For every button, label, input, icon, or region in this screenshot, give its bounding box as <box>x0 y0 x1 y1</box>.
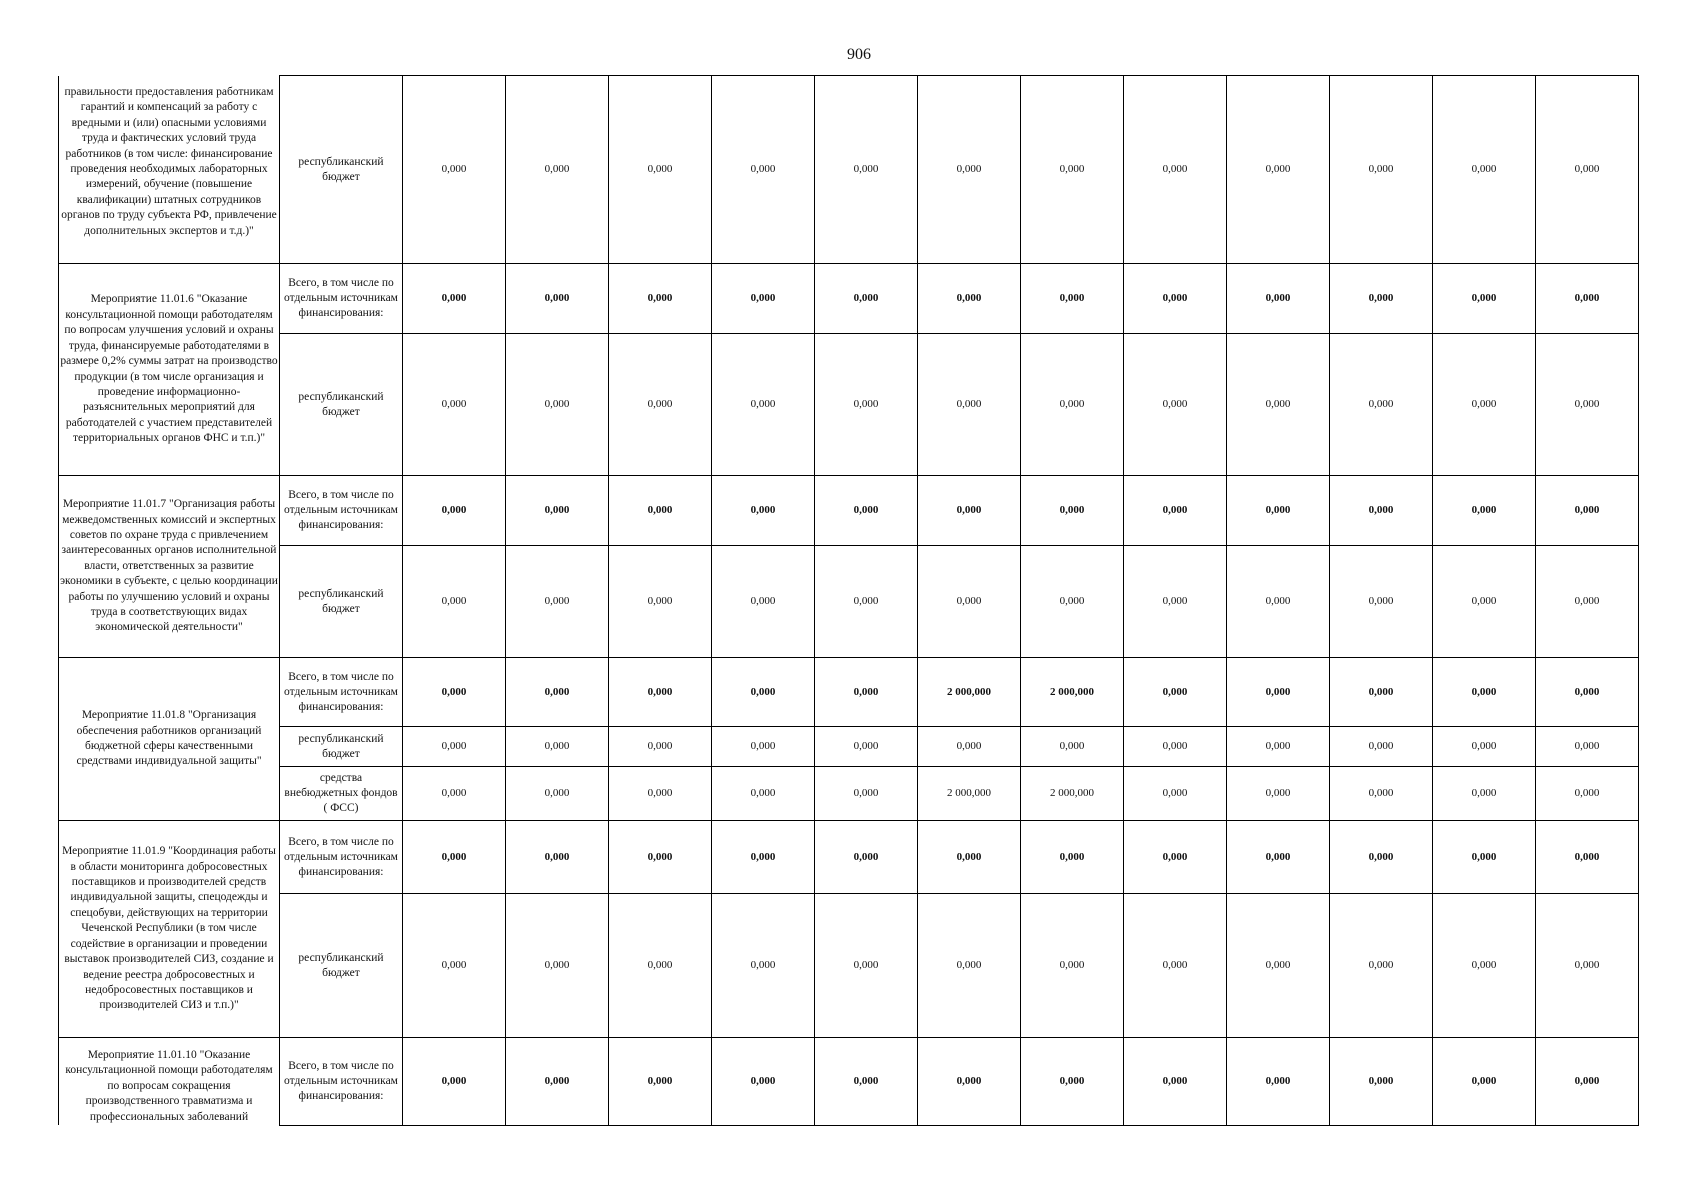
value-cell: 0,000 <box>815 76 918 264</box>
value-cell: 0,000 <box>1433 264 1536 334</box>
value-cell: 0,000 <box>1227 1038 1330 1126</box>
value-cell: 0,000 <box>1536 727 1639 767</box>
value-cell: 0,000 <box>815 476 918 546</box>
value-cell: 0,000 <box>815 658 918 727</box>
measure-description: Мероприятие 11.01.9 "Координация работы в области мониторинга добросовестных поставщиков и производителей средств индивидуальной защиты, спецодежды и спецобуви, действующих на территории Чеченской Республики (в том числе содействие в организации и проведении выставок производителей СИЗ, создание и ведение реестра добросовестных и недобросовестных поставщиков и производителей СИЗ и т.п.)" <box>59 821 280 1038</box>
value-cell: 0,000 <box>609 76 712 264</box>
value-cell: 0,000 <box>506 1038 609 1126</box>
value-cell: 0,000 <box>1536 476 1639 546</box>
value-cell: 0,000 <box>1021 546 1124 658</box>
value-cell: 2 000,000 <box>1021 658 1124 727</box>
value-cell: 0,000 <box>609 658 712 727</box>
value-cell: 0,000 <box>1330 821 1433 894</box>
value-cell: 0,000 <box>1536 1038 1639 1126</box>
value-cell: 0,000 <box>712 894 815 1038</box>
table-row <box>59 658 1639 727</box>
value-cell: 0,000 <box>403 334 506 476</box>
value-cell: 0,000 <box>1536 76 1639 264</box>
value-cell: 0,000 <box>1021 264 1124 334</box>
table-row <box>59 76 1639 264</box>
funding-source: Всего, в том числе по отдельным источникам финансирования: <box>280 658 403 727</box>
value-cell: 0,000 <box>506 894 609 1038</box>
value-cell: 0,000 <box>403 76 506 264</box>
funding-source: Всего, в том числе по отдельным источникам финансирования: <box>280 1038 403 1126</box>
page-number: 906 <box>847 46 871 63</box>
value-cell: 0,000 <box>918 546 1021 658</box>
value-cell: 0,000 <box>918 76 1021 264</box>
value-cell: 0,000 <box>918 334 1021 476</box>
value-cell: 0,000 <box>1227 727 1330 767</box>
funding-source: республиканский бюджет <box>280 76 403 264</box>
value-cell: 0,000 <box>1227 476 1330 546</box>
value-cell: 0,000 <box>918 894 1021 1038</box>
value-cell: 0,000 <box>712 264 815 334</box>
value-cell: 0,000 <box>609 821 712 894</box>
value-cell: 0,000 <box>712 1038 815 1126</box>
value-cell: 0,000 <box>1433 476 1536 546</box>
value-cell: 0,000 <box>1433 1038 1536 1126</box>
value-cell: 0,000 <box>1227 76 1330 264</box>
value-cell: 0,000 <box>1330 476 1433 546</box>
value-cell: 0,000 <box>1433 76 1536 264</box>
value-cell: 0,000 <box>1536 894 1639 1038</box>
value-cell: 0,000 <box>815 1038 918 1126</box>
value-cell: 0,000 <box>403 894 506 1038</box>
value-cell: 0,000 <box>609 1038 712 1126</box>
value-cell: 2 000,000 <box>1021 767 1124 821</box>
value-cell: 0,000 <box>506 658 609 727</box>
value-cell: 0,000 <box>1021 894 1124 1038</box>
funding-source: Всего, в том числе по отдельным источникам финансирования: <box>280 264 403 334</box>
value-cell: 0,000 <box>1330 334 1433 476</box>
value-cell: 0,000 <box>815 264 918 334</box>
value-cell: 0,000 <box>1124 476 1227 546</box>
value-cell: 0,000 <box>815 894 918 1038</box>
value-cell: 0,000 <box>815 546 918 658</box>
value-cell: 0,000 <box>815 821 918 894</box>
value-cell: 0,000 <box>506 727 609 767</box>
value-cell: 0,000 <box>1227 658 1330 727</box>
value-cell: 0,000 <box>1330 546 1433 658</box>
value-cell: 0,000 <box>1536 264 1639 334</box>
financing-table-body <box>59 76 1639 1126</box>
value-cell: 0,000 <box>609 767 712 821</box>
value-cell: 0,000 <box>1021 476 1124 546</box>
value-cell: 0,000 <box>1021 334 1124 476</box>
value-cell: 0,000 <box>1124 658 1227 727</box>
measure-description: Мероприятие 11.01.6 "Оказание консультационной помощи работодателям по вопросам улучшения условий и охраны труда, финансируемые работодателями в размере 0,2% суммы затрат на производство продукции (в том числе организация и проведение информационно-разъяснительных мероприятий для работодателей с участием представителей территориальных органов ФНС и т.п.)" <box>59 264 280 476</box>
value-cell: 0,000 <box>712 727 815 767</box>
funding-source: республиканский бюджет <box>280 727 403 767</box>
value-cell: 0,000 <box>1227 821 1330 894</box>
value-cell: 0,000 <box>712 658 815 727</box>
value-cell: 0,000 <box>1536 334 1639 476</box>
value-cell: 0,000 <box>609 264 712 334</box>
value-cell: 0,000 <box>1227 264 1330 334</box>
value-cell: 0,000 <box>1124 546 1227 658</box>
value-cell: 0,000 <box>1536 767 1639 821</box>
value-cell: 0,000 <box>1330 76 1433 264</box>
financing-table <box>58 75 1639 1126</box>
value-cell: 0,000 <box>1433 727 1536 767</box>
value-cell: 0,000 <box>1227 334 1330 476</box>
value-cell: 0,000 <box>1021 1038 1124 1126</box>
value-cell: 0,000 <box>506 546 609 658</box>
value-cell: 0,000 <box>609 476 712 546</box>
value-cell: 0,000 <box>815 727 918 767</box>
value-cell: 0,000 <box>712 334 815 476</box>
value-cell: 0,000 <box>1227 767 1330 821</box>
value-cell: 0,000 <box>1330 767 1433 821</box>
table-row <box>59 264 1639 334</box>
value-cell: 0,000 <box>712 821 815 894</box>
value-cell: 0,000 <box>609 727 712 767</box>
value-cell: 0,000 <box>609 334 712 476</box>
value-cell: 0,000 <box>403 1038 506 1126</box>
value-cell: 0,000 <box>918 821 1021 894</box>
value-cell: 0,000 <box>506 334 609 476</box>
value-cell: 0,000 <box>403 658 506 727</box>
value-cell: 0,000 <box>1330 264 1433 334</box>
value-cell: 0,000 <box>403 546 506 658</box>
funding-source: республиканский бюджет <box>280 546 403 658</box>
funding-source: Всего, в том числе по отдельным источникам финансирования: <box>280 476 403 546</box>
value-cell: 0,000 <box>1433 658 1536 727</box>
value-cell: 0,000 <box>918 727 1021 767</box>
table-row <box>59 767 1639 821</box>
value-cell: 0,000 <box>1433 334 1536 476</box>
value-cell: 0,000 <box>918 264 1021 334</box>
value-cell: 0,000 <box>1124 767 1227 821</box>
value-cell: 0,000 <box>1124 727 1227 767</box>
value-cell: 0,000 <box>1330 658 1433 727</box>
value-cell: 0,000 <box>1227 546 1330 658</box>
value-cell: 0,000 <box>1330 727 1433 767</box>
value-cell: 0,000 <box>1124 334 1227 476</box>
value-cell: 0,000 <box>1124 76 1227 264</box>
table-row <box>59 476 1639 546</box>
value-cell: 0,000 <box>1124 1038 1227 1126</box>
value-cell: 0,000 <box>506 767 609 821</box>
value-cell: 0,000 <box>815 767 918 821</box>
value-cell: 0,000 <box>1536 821 1639 894</box>
table-row <box>59 727 1639 767</box>
funding-source: средства внебюджетных фондов ( ФСС) <box>280 767 403 821</box>
value-cell: 0,000 <box>1021 76 1124 264</box>
value-cell: 0,000 <box>403 264 506 334</box>
value-cell: 0,000 <box>712 767 815 821</box>
value-cell: 0,000 <box>712 476 815 546</box>
value-cell: 0,000 <box>403 767 506 821</box>
measure-description: Мероприятие 11.01.8 "Организация обеспечения работников организаций бюджетной сферы качественными средствами индивидуальной защиты" <box>59 658 280 821</box>
table-row <box>59 894 1639 1038</box>
value-cell: 0,000 <box>609 546 712 658</box>
value-cell: 0,000 <box>506 476 609 546</box>
value-cell: 0,000 <box>609 894 712 1038</box>
value-cell: 0,000 <box>403 476 506 546</box>
value-cell: 0,000 <box>712 76 815 264</box>
value-cell: 0,000 <box>1021 727 1124 767</box>
value-cell: 0,000 <box>1124 264 1227 334</box>
value-cell: 0,000 <box>1330 1038 1433 1126</box>
value-cell: 0,000 <box>1433 546 1536 658</box>
table-row <box>59 546 1639 658</box>
value-cell: 0,000 <box>1021 821 1124 894</box>
value-cell: 0,000 <box>403 727 506 767</box>
table-row <box>59 334 1639 476</box>
value-cell: 2 000,000 <box>918 658 1021 727</box>
funding-source: Всего, в том числе по отдельным источникам финансирования: <box>280 821 403 894</box>
value-cell: 0,000 <box>1330 894 1433 1038</box>
measure-description: Мероприятие 11.01.10 "Оказание консультационной помощи работодателям по вопросам сокращения производственного травматизма и профессиональных заболеваний <box>59 1038 280 1126</box>
table-row <box>59 821 1639 894</box>
value-cell: 0,000 <box>506 821 609 894</box>
value-cell: 2 000,000 <box>918 767 1021 821</box>
value-cell: 0,000 <box>1536 658 1639 727</box>
value-cell: 0,000 <box>918 1038 1021 1126</box>
value-cell: 0,000 <box>1433 767 1536 821</box>
measure-description: правильности предоставления работникам гарантий и компенсаций за работу с вредными и (или) опасными условиями труда и фактических условий труда работников (в том числе: финансирование проведения необходимых лабораторных измерений, обучение (повышение квалификации) штатных сотрудников органов по труду субъекта РФ, привлечение дополнительных экспертов и т.д.)" <box>59 76 280 264</box>
value-cell: 0,000 <box>1433 821 1536 894</box>
value-cell: 0,000 <box>1536 546 1639 658</box>
value-cell: 0,000 <box>815 334 918 476</box>
value-cell: 0,000 <box>918 476 1021 546</box>
funding-source: республиканский бюджет <box>280 894 403 1038</box>
funding-source: республиканский бюджет <box>280 334 403 476</box>
value-cell: 0,000 <box>506 264 609 334</box>
financing-table-container <box>58 75 1639 1126</box>
value-cell: 0,000 <box>506 76 609 264</box>
value-cell: 0,000 <box>1124 894 1227 1038</box>
value-cell: 0,000 <box>1227 894 1330 1038</box>
value-cell: 0,000 <box>712 546 815 658</box>
value-cell: 0,000 <box>403 821 506 894</box>
value-cell: 0,000 <box>1433 894 1536 1038</box>
value-cell: 0,000 <box>1124 821 1227 894</box>
measure-description: Мероприятие 11.01.7 "Организация работы межведомственных комиссий и экспертных советов по охране труда с привлечением заинтересованных органов исполнительной власти, ответственных за развитие экономики в субъекте, с целью координации работы по улучшению условий и охраны труда в соответствующих видах экономической деятельности" <box>59 476 280 658</box>
table-row <box>59 1038 1639 1126</box>
